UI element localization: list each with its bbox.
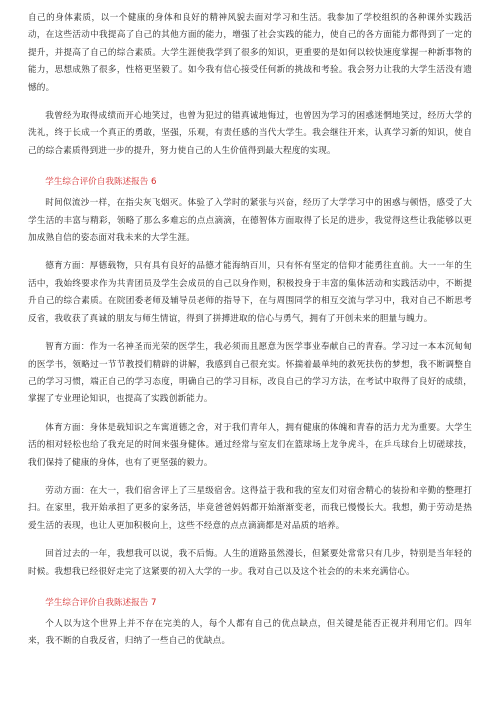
paragraph: 我曾经为取得成绩而开心地笑过，也曾为犯过的错真诚地悔过，也曾因为学习的困惑迷惘地笑过，经历大学的洗礼，终于长成一个真正的勇敢，坚强，乐观，有责任感的当代大学生。我会继往开来，认真学习新的知识，使自己的综合素质得到进一步的提升，努力使自己的人生价值得到最大程度的实现。	[28, 111, 472, 156]
paragraph: 个人以为这个世界上并不存在完美的人，每个人都有自己的优点缺点，但关键是能否正视并利用它们。四年来，我不断的自我反省，归纳了一些自己的优缺点。	[28, 618, 472, 647]
paragraph: 劳动方面：在大一，我们宿舍评上了三星级宿舍。这得益于我和我的室友们对宿舍精心的装扮和辛勤的整理打扫。在家里，我开始承担了更多的家务活，毕竟爸爸妈妈都开始渐渐变老，而我已慢慢长大。我想，勤于劳动是热爱生活的表现，也让人更加积极向上，这些不经意的点点滴滴都是对品质的培养。	[28, 485, 472, 531]
paragraph: 德育方面：厚德载物，只有具有良好的品德才能海纳百川，只有怀有坚定的信仰才能勇往直前。大一一年的生活中，我始终要求作为共青团员及学生会成员的自己以身作则，积极投身于丰富的集体活动和实践活动中，不断提升自己的综合素质。在院团委老师及辅导员老师的指导下，在与周围同学的相互交流与学习中，我对自己不断思考反省，我收获了真诚的朋友与师生情谊，得到了拼搏进取的信心与勇气，拥有了开创未来的胆量与魄力。	[28, 261, 472, 324]
paragraph: 时间似流沙一样，在指尖灰飞烟灭。体验了入学时的紧张与兴奋，经历了大学学习中的困惑与顿悟，感受了大学生活的丰富与精彩，领略了那么多难忘的点点滴滴，在德智体方面取得了长足的进步，我觉得这些让我能够以更加成熟自信的姿态面对我未来的大学生涯。	[28, 198, 472, 244]
paragraph: 智育方面：作为一名神圣而光荣的医学生，我必须而且愿意为医学事业奉献自己的青春。学习过一本本沉甸甸的医学书，领略过一节节教授们精辟的讲解，我感到自己很充实。怀揣着最单纯的救死扶伤的梦想，我不断调整自己的学习习惯，端正自己的学习态度，明确自己的学习目标，改良自己的学习方法，在考试中取得了良好的成绩，掌握了专业理论知识，也提高了实践创新能力。	[28, 342, 472, 405]
paragraph: 回首过去的一年，我想我可以说，我不后悔。人生的道路虽然漫长，但紧要处常常只有几步，特别是当年轻的时候。我想我已经很好走完了这紧要的初入大学的一步。我对自己以及这个社会的的未来充满信心。	[28, 549, 472, 577]
paragraph: 自己的身体素质，以一个健康的身体和良好的精神风貌去面对学习和生活。我参加了学校组织的各种课外实践活动，在这些活动中我提高了自己的其他方面的能力，增强了社会实践的能力，使自己的各方面能力都得到了一定的提升，并提高了自己的综合素质。大学生涯使我学到了很多的知识，更重要的是如何以较快速度掌握一种新事物的能力，思想成熟了很多，性格更坚毅了。如今我有信心接受任何新的挑战和考验。我会努力让我的大学生活没有遗憾的。	[28, 13, 472, 93]
paragraph: 体育方面：身体是载知识之车寓道德之舍，对于我们青年人，拥有健康的体魄和青春的活力尤为重要。大学生活的相对轻松也给了我充足的时间来强身健体。通过经常与室友们在篮球场上龙争虎斗，在乒乓球台上切磋球技，我们保持了健康的身体，也有了更坚强的毅力。	[28, 422, 472, 468]
section-heading: 学生综合评价自我陈述报告 7	[45, 597, 157, 608]
section-heading: 学生综合评价自我陈述报告 6	[45, 177, 157, 188]
